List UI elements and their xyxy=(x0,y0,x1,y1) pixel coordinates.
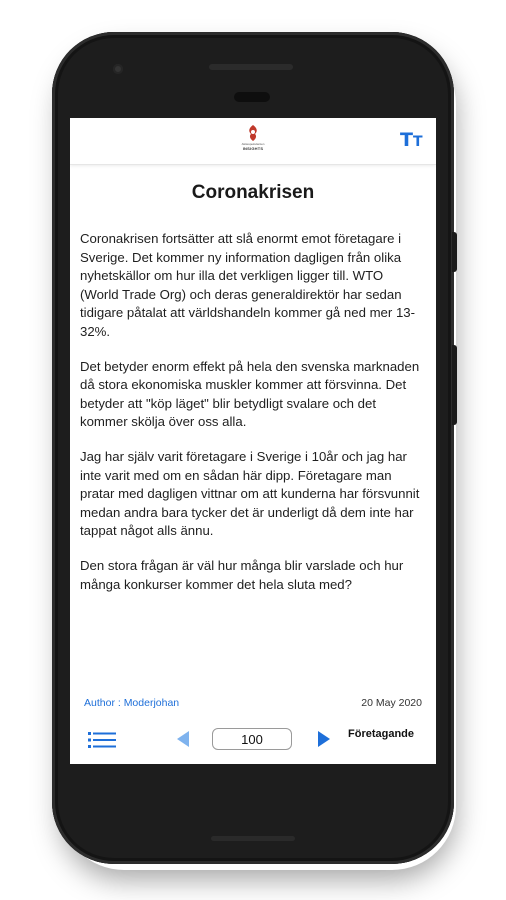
phone-volume-button xyxy=(452,345,457,425)
logo-emblem-icon xyxy=(246,124,260,142)
phone-bottom-speaker xyxy=(211,836,295,841)
article-paragraph: Coronakrisen fortsätter att slå enormt emot företagare i Sverige. Det kommer ny information dagligen från olika nyhetskällor om hur illa det verkligen ligger till. WTO (World Trade Org) och deras generaldirektör har sedan tidigare påtalat att världshandeln kommer gå ned mer 13-32%. xyxy=(80,231,415,339)
article-paragraph: Den stora frågan är väl hur många blir varslade och hur många konkurser kommer det hela sluta med? xyxy=(80,557,404,592)
list-icon[interactable] xyxy=(88,730,116,750)
publish-date: 20 May 2020 xyxy=(361,697,422,709)
author-link[interactable]: Author : Moderjohan xyxy=(84,697,180,709)
phone-top-speaker xyxy=(209,64,293,70)
front-camera xyxy=(113,64,123,74)
app-screen xyxy=(70,118,436,764)
app-header xyxy=(70,118,436,165)
page-number-input[interactable] xyxy=(212,728,292,750)
phone-side-button xyxy=(452,232,457,272)
article-body xyxy=(80,230,425,610)
article-paragraph: Det betyder enorm effekt på hela den svenska marknaden då stora ekonomiska muskler kommer att försvinna. Det betyder att "köp läget" blir betydligt svalare och det kommer skölja över oss alla. xyxy=(80,358,420,430)
article-paragraph: Jag har själv varit företagare i Sverige i 10år och jag har inte varit med om en sådan här dipp. Företagare man pratar med dagligen vittnar om att kunderna har försvunnit medan andra bara tycker det är underligt då dem inte har tappat något alls ännu. xyxy=(80,448,420,539)
article-title: Coronakrisen xyxy=(191,182,315,203)
phone-earpiece xyxy=(234,92,270,102)
category-label[interactable]: Företagande xyxy=(348,728,415,740)
logo-subtext: INSIGHTS xyxy=(242,146,264,151)
article-meta xyxy=(84,697,422,713)
app-logo xyxy=(231,124,275,160)
next-page-icon[interactable] xyxy=(317,730,331,748)
font-size-icon[interactable]: TT xyxy=(400,129,423,151)
logo-text: Aktiespekulanten xyxy=(241,142,265,146)
previous-page-icon[interactable] xyxy=(176,730,190,748)
